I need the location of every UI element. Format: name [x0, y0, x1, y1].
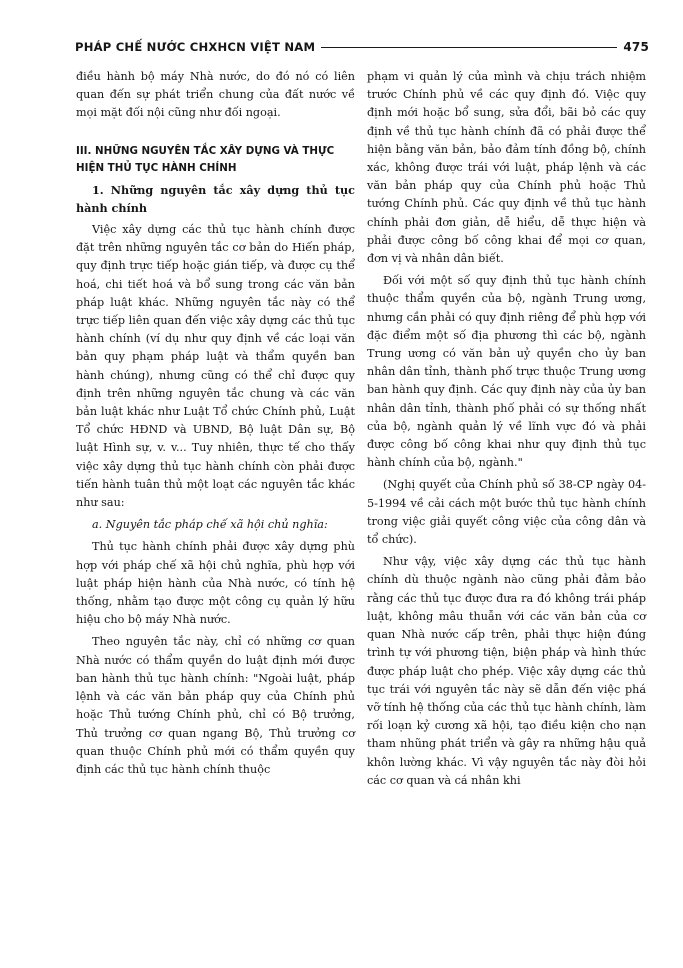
running-title: PHÁP CHẾ NƯỚC CHXHCN VIỆT NAM — [75, 40, 316, 54]
paragraph: Theo nguyên tắc này, chỉ có những cơ quan Nhà nước có thẩm quyền do luật định mới được ban hành thủ tục hành chính: "Ngoài luật, pháp lệnh và các văn bản pháp quy của Chính phủ hoặc Thủ tướng Chính phủ, chỉ có Bộ trưởng, Thủ trưởng cơ quan ngang Bộ, Thủ trưởng cơ quan thuộc Chính phủ mới có thẩm quyền quy định các thủ tục hành chính thuộc — [76, 635, 355, 776]
paragraph: Đối với một số quy định thủ tục hành chính thuộc thẩm quyền của bộ, ngành Trung ương, nhưng cần phải có quy định riêng để phù hợp với đặc điểm một số địa phương thì các bộ, ngành Trung ương có văn bản uỷ quyền cho ủy ban nhân dân tỉnh, thành phố trực thuộc Trung ương ban hành quy định. Các quy định này của ủy ban nhân dân tỉnh, thành phố phải có sự thống nhất của bộ, ngành quản lý về lĩnh vực đó và phải được công bố công khai như quy định thủ tục hành chính của bộ, ngành." — [367, 274, 646, 470]
paragraph: phạm vi quản lý của mình và chịu trách nhiệm trước Chính phủ về các quy định đó. Việc quy định mới hoặc bổ sung, sửa đổi, bãi bỏ các quy định về thủ tục hành chính đã có phải được thể hiện bằng văn bản, bảo đảm tính đồng bộ, chính xác, không được trái với luật, pháp lệnh và các văn bản pháp quy của Chính phủ hoặc Thủ tướng Chính phủ. Các quy định về thủ tục hành chính phải đơn giản, dễ hiểu, dễ thực hiện và phải được công bố công khai để mọi cơ quan, đơn vị và nhân dân biết. — [367, 70, 646, 266]
citation-paragraph: (Nghị quyết của Chính phủ số 38-CP ngày 04-5-1994 về cải cách một bước thủ tục hành chính trong việc giải quyết công việc của công dân và tổ chức). — [367, 478, 646, 547]
running-header — [75, 38, 649, 56]
paragraph: điều hành bộ máy Nhà nước, do đó nó có liên quan đến sự phát triển chung của đất nước về mọi mặt đối nội cũng như đối ngoại. — [76, 70, 355, 120]
paragraph: Việc xây dựng các thủ tục hành chính được đặt trên những nguyên tắc cơ bản do Hiến pháp, quy định trực tiếp hoặc gián tiếp, và được cụ thể hoá, chi tiết hoá và bổ sung trong các văn bản pháp luật khác. Những nguyên tắc này có thể trực tiếp liên quan đến việc xây dựng các thủ tục hành chính (ví dụ như quy định về các loại văn bản quy phạm pháp luật và thẩm quyền ban hành chúng), nhưng cũng có thể chỉ được quy định trên những nguyên tắc chung và các văn bản luật khác như Luật Tổ chức Chính phủ, Luật Tổ chức HĐND và UBND, Bộ luật Dân sự, Bộ luật Hình sự, v. v... Tuy nhiên, thực tế cho thấy việc xây dựng thủ tục hành chính còn phải được tiến hành tuân thủ một loạt các nguyên tắc khác như sau: — [76, 223, 355, 510]
subsection-heading: 1. Những nguyên tắc xây dựng thủ tục hành chính — [76, 182, 355, 215]
page-number: 475 — [623, 40, 649, 54]
paragraph: Như vậy, việc xây dựng các thủ tục hành chính dù thuộc ngành nào cũng phải đảm bảo rằng các thủ tục được đưa ra đó không trái pháp luật, không mâu thuẫn với các văn bản của cơ quan Nhà nước cấp trên, phải thực hiện đúng trình tự với phương tiện, biện pháp và hình thức được pháp luật cho phép. Việc xây dựng các thủ tục trái với nguyên tắc này sẽ dẫn đến việc phá vỡ tính hệ thống của các thủ tục hành chính, làm rối loạn kỷ cương xã hội, tạo điều kiện cho nạn tham nhũng phát triển và gây ra những hậu quả khôn lường khác. Vì vậy nguyên tắc này đòi hỏi các cơ quan và cá nhân khi — [367, 555, 646, 787]
left-column — [76, 68, 355, 779]
right-column — [367, 68, 646, 790]
paragraph: Thủ tục hành chính phải được xây dựng phù hợp với pháp chế xã hội chủ nghĩa, phù hợp với luật pháp hiện hành của Nhà nước, có tính hệ thống, nhằm tạo được một công cụ quản lý hữu hiệu cho bộ máy Nhà nước. — [76, 540, 355, 627]
section-heading: III. NHỮNG NGUYÊN TẮC XÂY DỰNG VÀ THỰC HIỆN THỦ TỤC HÀNH CHÍNH — [76, 144, 335, 174]
header-rule — [321, 47, 617, 48]
principle-heading: a. Nguyên tắc pháp chế xã hội chủ nghĩa: — [92, 518, 328, 532]
